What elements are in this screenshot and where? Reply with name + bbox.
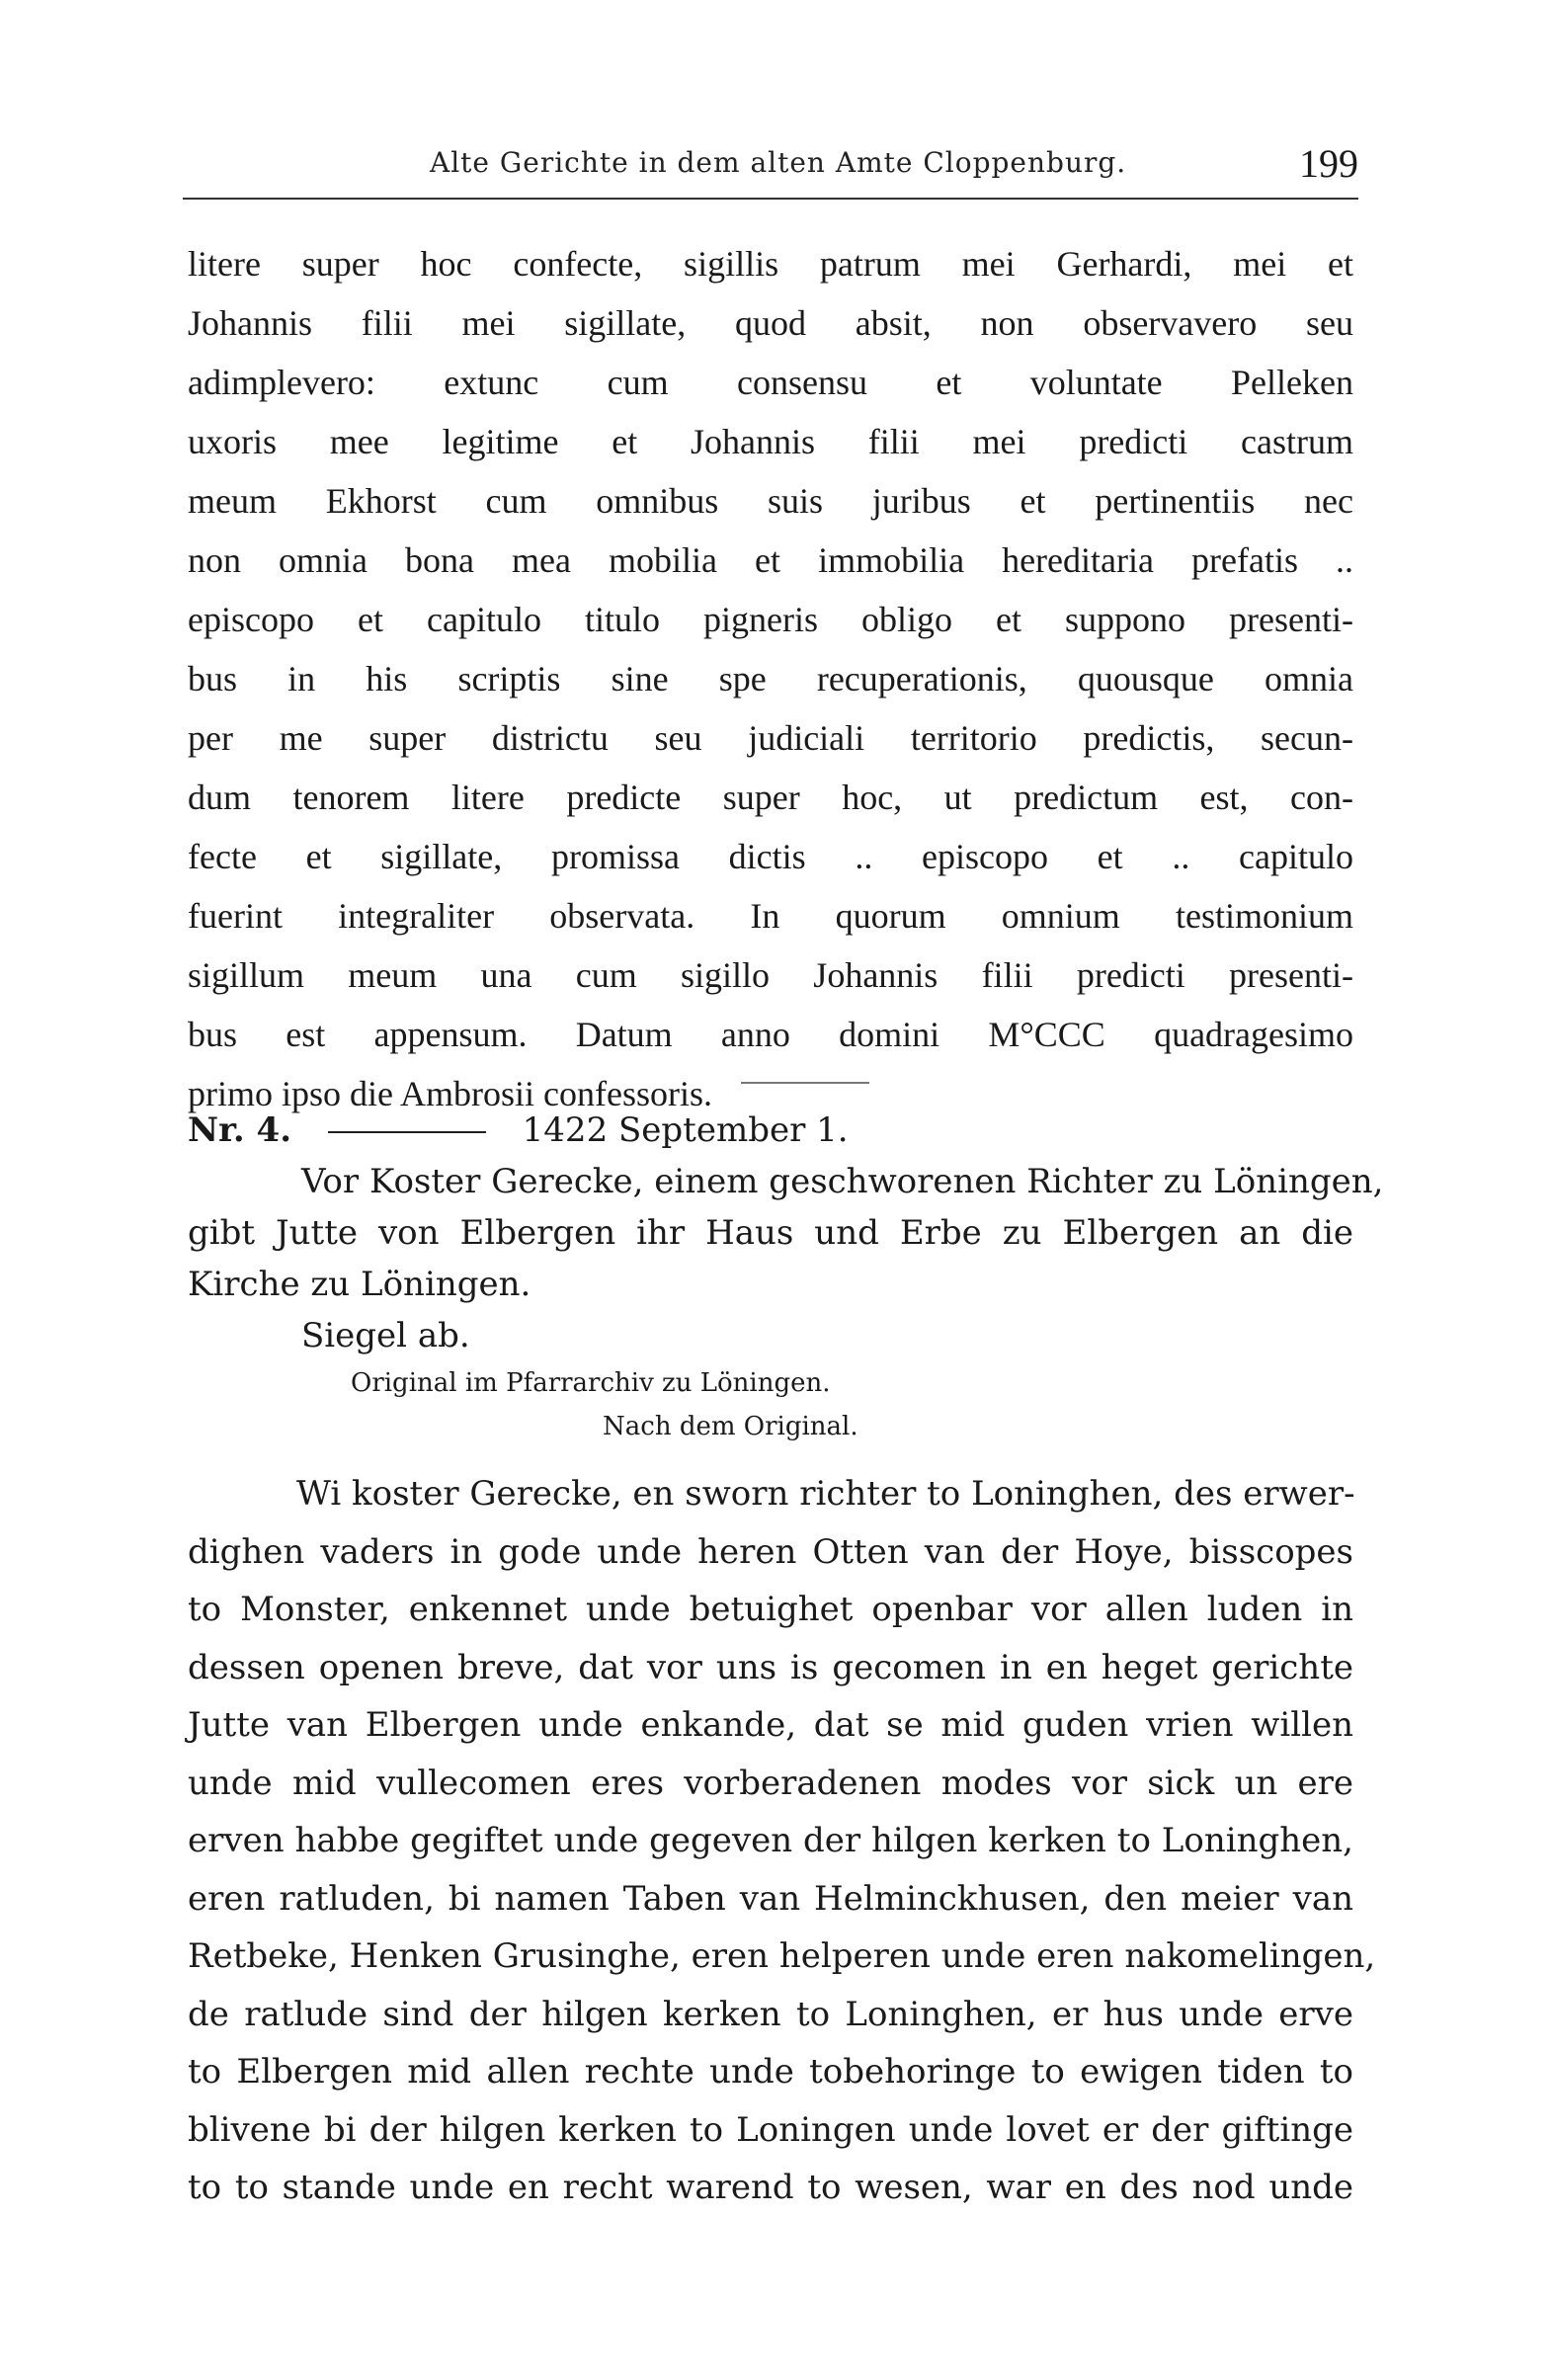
text-line: eren ratluden, bi namen Taben van Helminckhusen, den meier van	[188, 1878, 1353, 1919]
section-separator	[741, 1082, 869, 1084]
text-line: per me super districtu seu judiciali territorio predictis, secun-	[188, 718, 1353, 758]
text-line: bus in his scriptis sine spe recuperationis, quousque omnia	[188, 659, 1353, 698]
latin-paragraph	[188, 234, 1353, 1123]
text-line: fecte et sigillate, promissa dictis .. episcopo et .. capitulo	[188, 837, 1353, 876]
text-line: erven habbe gegiftet unde gegeven der hilgen kerken to Loninghen,	[188, 1821, 1353, 1860]
text-line: meum Ekhorst cum omnibus suis juribus et pertinentiis nec	[188, 481, 1353, 521]
text-line: uxoris mee legitime et Johannis filii mei predicti castrum	[188, 422, 1353, 461]
text-line: unde mid vullecomen eres vorberadenen modes vor sick un ere	[188, 1763, 1353, 1803]
page-number: 199	[1299, 141, 1358, 186]
entry-summary	[188, 1156, 1384, 1310]
text-line: adimplevero: extunc cum consensu et voluntate Pelleken	[188, 363, 1353, 402]
text-line: dessen openen breve, dat vor uns is gecomen in en heget gerichte	[188, 1647, 1353, 1687]
running-title: Alte Gerichte in dem alten Amte Cloppenburg.	[430, 146, 1127, 179]
text-line: primo ipso die Ambrosii confessoris.	[188, 1074, 712, 1113]
text-line: non omnia bona mea mobilia et immobilia hereditaria prefatis ..	[188, 540, 1353, 580]
text-line: fuerint integraliter observata. In quorum omnium testimonium	[188, 896, 1353, 936]
document-entry	[188, 1105, 1384, 1448]
text-line: to to stande unde en recht warend to wesen, war en des nod unde	[188, 2168, 1353, 2207]
entry-heading	[188, 1105, 1353, 1156]
text-line: litere super hoc confecte, sigillis patrum mei Gerhardi, mei et	[188, 244, 1353, 284]
text-line: de ratlude sind der hilgen kerken to Loninghen, er hus unde erve	[188, 1994, 1353, 2034]
text-line: Wi koster Gerecke, en sworn richter to Loninghen, des erwer-	[296, 1474, 1355, 1514]
seal-note: Siegel ab.	[301, 1316, 470, 1355]
text-line: to Monster, enkennet unde betuighet openbar vor allen luden in	[188, 1590, 1353, 1629]
text-line: episcopo et capitulo titulo pigneris obligo et suppono presenti-	[188, 600, 1353, 639]
summary-line: Vor Koster Gerecke, einem geschworenen Richter zu Löningen,	[301, 1162, 1384, 1201]
document-number: Nr. 4.	[188, 1110, 292, 1150]
text-line: to Elbergen mid allen rechte unde tobehoringe to ewigen tiden to	[188, 2052, 1353, 2092]
text-line: Jutte van Elbergen unde enkande, dat se mid guden vrien willen	[188, 1705, 1353, 1745]
text-line: Johannis filii mei sigillate, quod absit, non observavero seu	[188, 303, 1353, 343]
text-line: blivene bi der hilgen kerken to Loningen unde lovet er der giftinge	[188, 2109, 1353, 2150]
text-line: dum tenorem litere predicte super hoc, ut predictum est, con-	[188, 778, 1353, 817]
text-line: Retbeke, Henken Grusinghe, eren helperen unde eren nakomelingen,	[188, 1936, 1376, 1976]
source-original: Original im Pfarrarchiv zu Löningen.	[351, 1368, 831, 1398]
heading-dash	[328, 1131, 486, 1133]
text-line: dighen vaders in gode unde heren Otten van der Hoye, bisscopes	[188, 1531, 1353, 1572]
header-rule	[183, 198, 1358, 200]
text-line: bus est appensum. Datum anno domini M°CCC quadragesimo	[188, 1015, 1353, 1054]
summary-line: Kirche zu Löningen.	[188, 1265, 531, 1304]
low-german-paragraph	[188, 1465, 1376, 2217]
document-date: 1422 September 1.	[522, 1110, 849, 1150]
source-basis: Nach dem Original.	[603, 1412, 858, 1441]
text-line: sigillum meum una cum sigillo Johannis filii predicti presenti-	[188, 955, 1353, 995]
page-header	[183, 140, 1358, 196]
summary-line: gibt Jutte von Elbergen ihr Haus und Erbe zu Elbergen an die	[188, 1213, 1353, 1253]
